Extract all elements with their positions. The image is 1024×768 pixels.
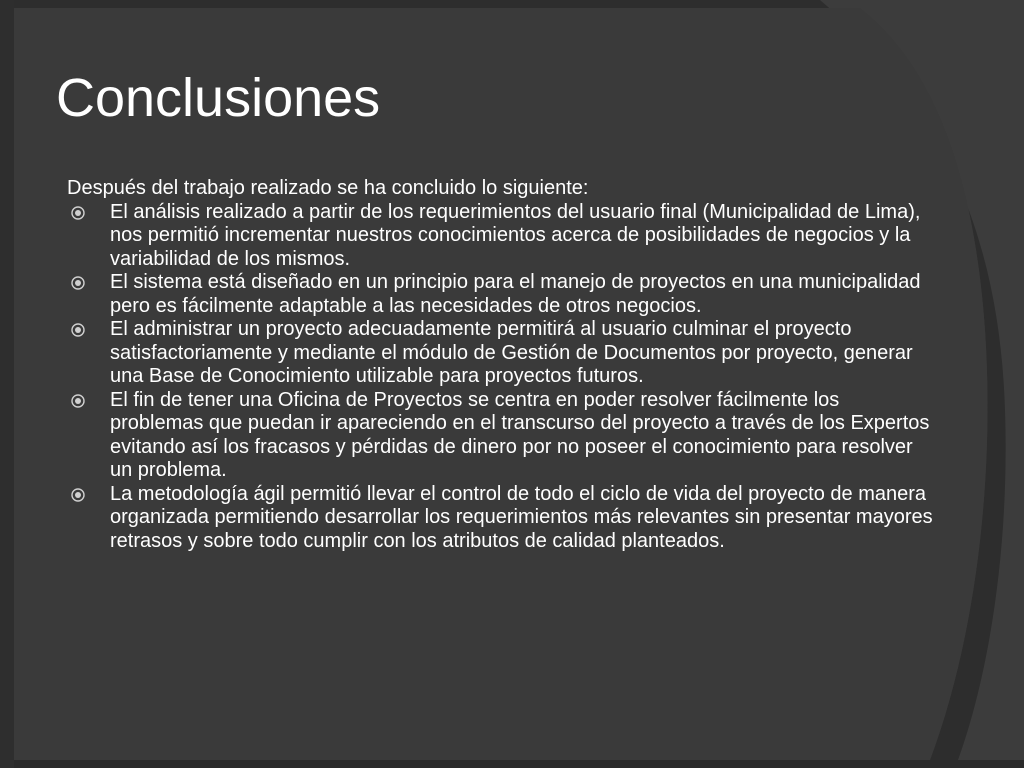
target-bullet-icon [71, 394, 85, 408]
target-bullet-icon [71, 488, 85, 502]
slide-title: Conclusiones [56, 68, 381, 128]
list-item [67, 318, 937, 389]
slide-body [67, 177, 937, 553]
target-bullet-icon [71, 276, 85, 290]
conclusion-list [67, 201, 937, 554]
bullet-text: El sistema está diseñado en un principio para el manejo de proyectos en una municipalidad pero es fácilmente adaptable a las necesidades de otros negocios. [110, 271, 921, 317]
intro-text: Después del trabajo realizado se ha concluido lo siguiente: [67, 177, 589, 199]
bullet-text: La metodología ágil permitió llevar el control de todo el ciclo de vida del proyecto de manera organizada permitiendo desarrollar los requerimientos más relevantes sin presentar mayores retrasos y sobre todo cumplir con los atributos de calidad planteados. [110, 482, 933, 552]
bullet-text: El administrar un proyecto adecuadamente permitirá al usuario culminar el proyecto satisfactoriamente y mediante el módulo de Gestión de Documentos por proyecto, generar una Base de Conocimiento utilizable para proyectos futuros. [110, 318, 913, 387]
bullet-text: El fin de tener una Oficina de Proyectos se centra en poder resolver fácilmente los problemas que puedan ir apareciendo en el transcurso del proyecto a través de los Expertos evitando así los fracasos y pérdidas de dinero por no poseer el conocimiento para resolver un problema. [110, 388, 930, 481]
target-bullet-icon [71, 323, 85, 337]
list-item [67, 483, 937, 554]
target-bullet-icon [71, 206, 85, 220]
list-item [67, 389, 937, 483]
bullet-text: El análisis realizado a partir de los requerimientos del usuario final (Municipalidad de Lima), nos permitió incrementar nuestros conocimientos acerca de posibilidades de negocios y la variabilidad de los mismos. [110, 200, 921, 270]
list-item [67, 201, 937, 272]
list-item [67, 271, 937, 318]
